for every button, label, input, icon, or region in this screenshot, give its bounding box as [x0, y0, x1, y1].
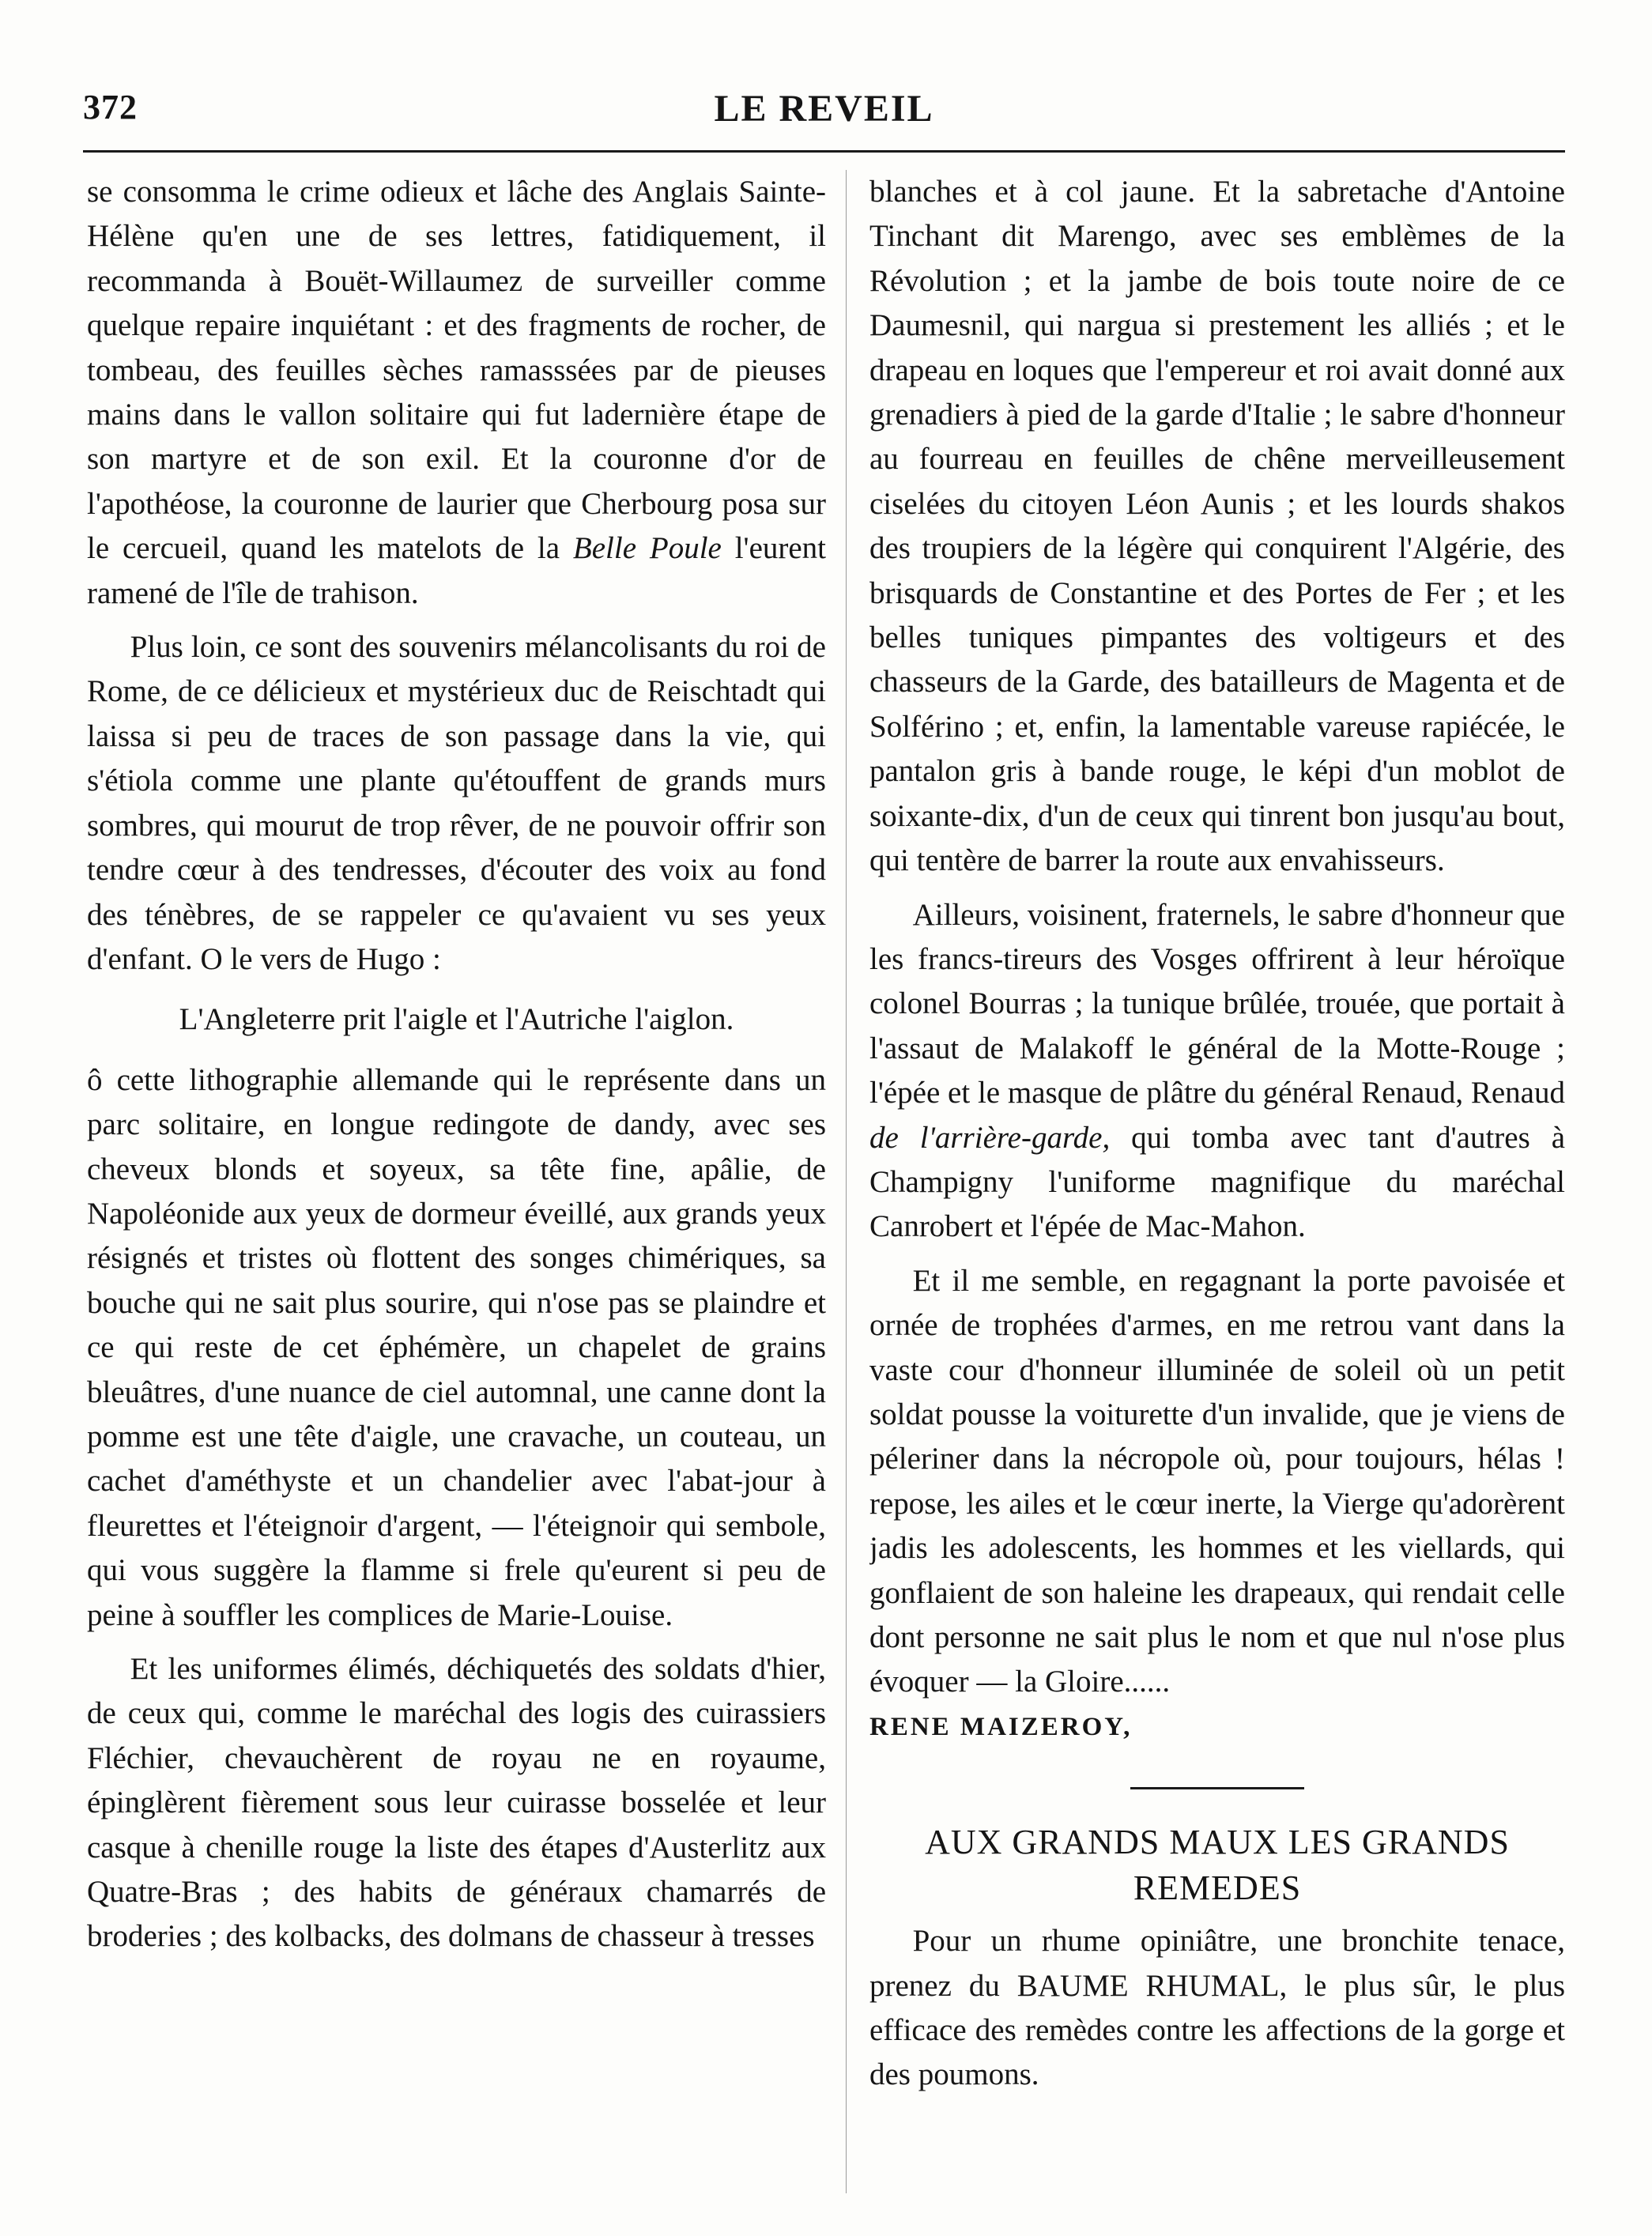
page-header	[83, 79, 1565, 153]
journal-title: LE REVEIL	[714, 88, 934, 130]
article-paragraph: blanches et à col jaune. Et la sabretache d'Antoine Tinchant dit Marengo, avec ses emblèmes de la Révolution ; et la jambe de bois toute noire de ce Daumesnil, qui nargua si prestement les alliés ; et le drapeau en loques que l'empereur et roi avait donné aux grenadiers à pied de la garde d'Italie ; le sabre d'honneur au fourreau en feuilles de chêne merveilleusement ciselées du citoyen Léon Aunis ; et les lourds shakos des troupiers de la légère qui conquirent l'Algérie, des brisquards de Constantine et des Portes de Fer ; et les belles tuniques pimpantes des voltigeurs et des chasseurs de la Garde, des batailleurs de Magenta et de Solférino ; et, enfin, la lamentable vareuse rapiécée, le pantalon gris à bande rouge, le képi d'un moblot de soixante-dix, d'un de ceux qui tinrent bon jusqu'au bout, qui tentère de barrer la route aux envahisseurs.	[869, 175, 1565, 878]
advertisement-heading: AUX GRANDS MAUX LES GRANDS REMEDES	[925, 1823, 1510, 1908]
article-paragraph: Et les uniformes élimés, déchiquetés des soldats d'hier, de ceux qui, comme le maréchal des logis des cuirassiers Fléchier, chevauchèrent de royau ne en royaume, épinglèrent fièrement sous leur cuirasse bosselée et leur casque à chenille rouge la liste des étapes d'Austerlitz aux Quatre-Bras ; des habits de généraux chamarrés de broderies ; des kolbacks, des dolmans de chasseur à tresses	[87, 1652, 826, 1954]
right-column	[869, 170, 1565, 2193]
article-paragraph: Et il me semble, en regagnant la porte pavoisée et ornée de trophées d'armes, en me retrou vant dans la vaste cour d'honneur illuminée de soleil où un petit soldat pousse la voiturette d'un invalide, que je viens de péleriner dans la nécropole où, pour toujours, hélas ! repose, les ailes et le cœur inerte, la Vierge qu'adorèrent jadis les adolescents, les hommes et les viellards, qui gonflaient de son haleine les drapeaux, qui rendait celle dont personne ne sait plus le nom et que nul n'ose plus évoquer — la Gloire......	[869, 1263, 1565, 1699]
author-signature: RENE MAIZEROY,	[869, 1712, 1133, 1741]
text-run: qui tomba avec tant d'autres à Champigny l'uniforme magnifique du maréchal Canrobert et l'épée de Mac-Mahon.	[869, 1120, 1565, 1244]
text-run: se consomma le crime odieux et lâche des Anglais Sainte-Hélène qu'en une de ses lettres, fatidiquement, il recommanda à Bouët-Willaumez de surveiller comme quelque repaire inquiétant : et des fragments de rocher, de tombeau, des feuilles sèches ramasssées par de pieuses mains dans le vallon solitaire qui fut ladernière étape de son martyre et de son exil. Et la couronne d'or de l'apothéose, la couronne de laurier que Cherbourg posa sur le cercueil, quand les matelots de la	[87, 175, 826, 566]
page-number: 372	[83, 88, 138, 126]
advertisement-body: Pour un rhume opiniâtre, une bronchite tenace, prenez du BAUME RHUMAL, le plus sûr, le plus efficace des remèdes contre les affections de la gorge et des poumons.	[869, 1924, 1565, 2092]
article-paragraph	[87, 170, 826, 616]
epithet-italic: de l'arrière-garde,	[869, 1120, 1111, 1155]
text-run: l'eurent ramené de l'île de trahison.	[87, 531, 826, 610]
article-paragraph: Plus loin, ce sont des souvenirs mélancolisants du roi de Rome, de ce délicieux et mystérieux duc de Reischtadt qui laissa si peu de traces de son passage dans la vie, qui s'étiola comme une plante qu'étouffent de grands murs sombres, qui mourut de trop rêver, de ne pouvoir offrir son tendre cœur à des tendresses, d'écouter des voix au fond des ténèbres, de se rappeler ce qu'avaient vu ses yeux d'enfant. O le vers de Hugo :	[87, 630, 826, 976]
verse-quote: L'Angleterre prit l'aigle et l'Autriche l'aiglon.	[179, 1002, 734, 1037]
left-column	[87, 170, 826, 2193]
article-paragraph	[869, 893, 1565, 1250]
column-rule	[846, 170, 847, 2193]
article-paragraph: ô cette lithographie allemande qui le représente dans un parc solitaire, en longue redingote de dandy, avec ses cheveux blonds et soyeux, sa tête fine, apâlie, de Napoléonide aux yeux de dormeur éveillé, aux grands yeux résignés et tristes où flottent des songes chimériques, sa bouche qui ne sait plus sourire, qui n'ose pas se plaindre et ce qui reste de cet éphémère, un chapelet de grains bleuâtres, d'une nuance de ciel automnal, une canne dont la pomme est une tête d'aigle, une cravache, un couteau, un cachet d'améthyste et un chandelier avec l'abat-jour à fleurettes et l'éteignoir d'argent, — l'éteignoir qui sembole, qui vous suggère la flamme si frele qu'eurent si peu de peine à souffler les complices de Marie-Louise.	[87, 1062, 826, 1632]
section-divider	[1130, 1787, 1304, 1789]
ship-name-italic: Belle Poule	[572, 531, 722, 566]
text-run: Ailleurs, voisinent, fraternels, le sabre d'honneur que les francs-tireurs des Vosges offrirent à leur héroïque colonel Bourras ; la tunique brûlée, trouée, que portait à l'assaut de Malakoff le général de la Motte-Rouge ; l'épée et le masque de plâtre du général Renaud, Renaud	[869, 897, 1565, 1110]
